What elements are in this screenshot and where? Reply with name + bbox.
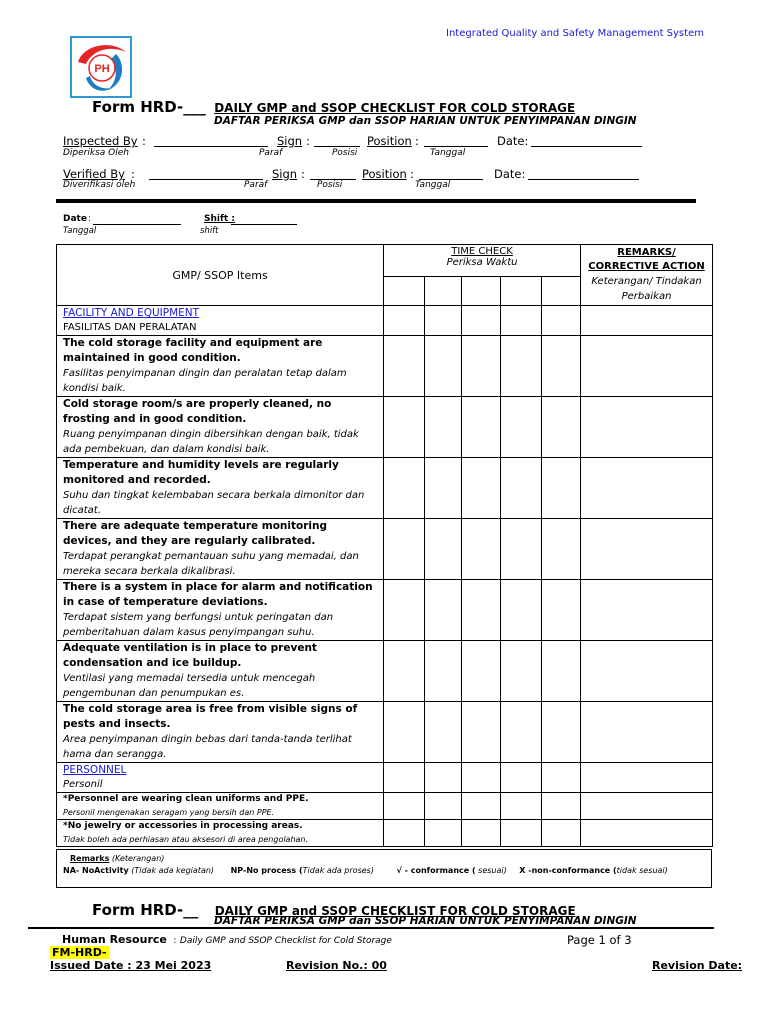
section-row-personnel bbox=[57, 763, 713, 793]
verified-sign-sub: Paraf bbox=[244, 180, 268, 190]
remarks-cell[interactable] bbox=[581, 519, 713, 580]
inspected-position-label: Position bbox=[367, 134, 412, 148]
table-row bbox=[57, 397, 713, 458]
check-cell[interactable] bbox=[425, 306, 462, 336]
check-cell[interactable] bbox=[542, 458, 581, 519]
check-cell[interactable] bbox=[425, 793, 462, 820]
time-check-header bbox=[384, 245, 581, 277]
time-slot-5[interactable] bbox=[542, 276, 581, 305]
footer-department bbox=[62, 933, 392, 946]
check-cell[interactable] bbox=[542, 519, 581, 580]
remarks-cell[interactable] bbox=[581, 580, 713, 641]
table-row bbox=[57, 793, 713, 820]
inspected-by-field[interactable] bbox=[154, 134, 268, 147]
inspected-sign-sub: Paraf bbox=[259, 148, 283, 158]
check-cell[interactable] bbox=[501, 641, 542, 702]
footer-subtitle-clip bbox=[214, 915, 637, 927]
item-en: Cold storage room/s are properly cleaned, no frosting and in good condition. bbox=[63, 398, 332, 425]
remarks-legend bbox=[56, 849, 712, 888]
section-personnel-sub: Personil bbox=[63, 779, 103, 790]
check-cell[interactable] bbox=[501, 397, 542, 458]
check-cell[interactable] bbox=[425, 397, 462, 458]
date-sub: Tanggal bbox=[63, 226, 97, 236]
remarks-cell[interactable] bbox=[581, 458, 713, 519]
check-cell[interactable] bbox=[501, 458, 542, 519]
section-row-facility bbox=[57, 306, 713, 336]
check-cell[interactable] bbox=[384, 641, 425, 702]
legend-remarks-label: Remarks bbox=[70, 854, 110, 863]
issued-date: Issued Date : 23 Mei 2023 bbox=[50, 959, 212, 972]
item-en: There is a system in place for alarm and notification in case of temperature deviations. bbox=[63, 581, 373, 608]
check-cell[interactable] bbox=[384, 458, 425, 519]
time-slot-3[interactable] bbox=[462, 276, 501, 305]
table-row bbox=[57, 641, 713, 702]
check-cell[interactable] bbox=[542, 793, 581, 820]
verified-position-label: Position bbox=[362, 167, 407, 181]
check-cell[interactable] bbox=[542, 702, 581, 763]
remarks-title: REMARKS/ CORRECTIVE ACTION bbox=[588, 247, 705, 272]
check-cell[interactable] bbox=[425, 763, 462, 793]
check-cell[interactable] bbox=[384, 763, 425, 793]
inspected-date-sub: Tanggal bbox=[430, 148, 466, 158]
remarks-cell[interactable] bbox=[581, 306, 713, 336]
item-cell bbox=[57, 702, 384, 763]
verified-date-label: Date: bbox=[494, 167, 526, 181]
inspected-sign-label: Sign bbox=[277, 134, 303, 148]
table-row bbox=[57, 336, 713, 397]
item-en: Adequate ventilation is in place to prevent condensation and ice buildup. bbox=[63, 642, 317, 669]
verified-sign-label: Sign bbox=[272, 167, 298, 181]
shift-label: Shift : bbox=[204, 214, 235, 224]
check-cell[interactable] bbox=[542, 397, 581, 458]
items-header: GMP/ SSOP Items bbox=[57, 245, 384, 306]
form-title: DAILY GMP and SSOP CHECKLIST FOR COLD STORAGE bbox=[214, 101, 576, 115]
form-code: FM-HRD- bbox=[52, 946, 107, 959]
legend-remarks-sub: (Keterangan) bbox=[111, 854, 165, 863]
item-en: There are adequate temperature monitoring devices, and they are regularly calibrated. bbox=[63, 520, 328, 547]
check-cell[interactable] bbox=[462, 336, 501, 397]
check-cell[interactable] bbox=[462, 820, 501, 847]
table-row bbox=[57, 519, 713, 580]
check-cell[interactable] bbox=[462, 458, 501, 519]
verified-sign-colon: : bbox=[301, 167, 305, 181]
check-cell[interactable] bbox=[384, 397, 425, 458]
verified-date-sub: Tanggal bbox=[415, 180, 451, 190]
check-cell[interactable] bbox=[462, 580, 501, 641]
legend-nonconformance-sub: tidak sesuai) bbox=[616, 866, 668, 875]
time-slot-4[interactable] bbox=[501, 276, 542, 305]
footer-colon: : bbox=[173, 936, 177, 946]
legend-conformance: √ - conformance ( bbox=[396, 866, 476, 875]
verified-position-field[interactable] bbox=[419, 167, 483, 180]
item-id: Tidak boleh ada perhiasan atau aksesori di area pengolahan. bbox=[63, 835, 309, 844]
item-cell bbox=[57, 641, 384, 702]
legend-title-line bbox=[70, 854, 164, 863]
shift-sub: shift bbox=[200, 226, 219, 236]
check-cell[interactable] bbox=[384, 820, 425, 847]
check-cell[interactable] bbox=[425, 336, 462, 397]
check-cell[interactable] bbox=[425, 820, 462, 847]
check-cell[interactable] bbox=[542, 306, 581, 336]
item-id: Area penyimpanan dingin bebas dari tanda-tanda terlihat hama dan serangga. bbox=[63, 734, 352, 760]
time-check-title: TIME CHECK bbox=[451, 246, 513, 257]
footer-form-label: Form HRD-__ bbox=[92, 901, 199, 919]
inspected-by-label: Inspected By bbox=[63, 134, 138, 148]
check-cell[interactable] bbox=[384, 580, 425, 641]
check-cell[interactable] bbox=[501, 519, 542, 580]
inspected-by-sub: Diperiksa Oleh bbox=[63, 148, 129, 158]
check-cell[interactable] bbox=[384, 306, 425, 336]
item-cell bbox=[57, 519, 384, 580]
footer-form-title: DAILY GMP and SSOP CHECKLIST FOR COLD STORAGE bbox=[214, 904, 576, 918]
remarks-header bbox=[581, 245, 713, 306]
date-colon: : bbox=[88, 214, 92, 224]
item-en: Temperature and humidity levels are regularly monitored and recorded. bbox=[63, 459, 339, 486]
date-label: Date bbox=[63, 214, 87, 224]
inspected-position-colon: : bbox=[415, 134, 419, 148]
time-slot-2[interactable] bbox=[425, 276, 462, 305]
time-check-sub: Periksa Waktu bbox=[446, 257, 518, 268]
date-field[interactable] bbox=[93, 213, 181, 225]
page-number: Page 1 of 3 bbox=[567, 933, 632, 947]
check-cell[interactable] bbox=[542, 763, 581, 793]
remarks-cell[interactable] bbox=[581, 336, 713, 397]
check-cell[interactable] bbox=[384, 519, 425, 580]
item-en: The cold storage area is free from visible signs of pests and insects. bbox=[63, 703, 358, 730]
verified-position-colon: : bbox=[410, 167, 414, 181]
check-cell[interactable] bbox=[462, 793, 501, 820]
inspected-sign-colon: : bbox=[306, 134, 310, 148]
remarks-cell[interactable] bbox=[581, 820, 713, 847]
check-cell[interactable] bbox=[425, 580, 462, 641]
verified-by-label: Verified By bbox=[63, 167, 125, 181]
inspected-position-field[interactable] bbox=[424, 134, 488, 147]
legend-conformance-sub: sesuai) bbox=[478, 866, 507, 875]
shift-field[interactable] bbox=[231, 213, 297, 225]
verified-sign-field[interactable] bbox=[310, 167, 356, 180]
verified-by-field[interactable] bbox=[149, 167, 263, 180]
check-cell[interactable] bbox=[384, 793, 425, 820]
legend-np-sub: Tidak ada proses) bbox=[302, 866, 374, 875]
check-cell[interactable] bbox=[501, 820, 542, 847]
check-cell[interactable] bbox=[501, 580, 542, 641]
remarks-sub: Keterangan/ Tindakan Perbaikan bbox=[591, 276, 702, 302]
item-id: Suhu dan tingkat kelembaban secara berkala dimonitor dan dicatat. bbox=[63, 490, 365, 516]
check-cell[interactable] bbox=[542, 641, 581, 702]
check-cell[interactable] bbox=[462, 702, 501, 763]
item-en: *Personnel are wearing clean uniforms and PPE. bbox=[63, 794, 309, 804]
check-cell[interactable] bbox=[542, 580, 581, 641]
verified-position-sub: Posisi bbox=[317, 180, 343, 190]
inspected-sign-field[interactable] bbox=[314, 134, 360, 147]
table-header-row bbox=[57, 245, 713, 277]
item-cell bbox=[57, 458, 384, 519]
section-facility bbox=[57, 306, 384, 336]
remarks-cell[interactable] bbox=[581, 641, 713, 702]
section-facility-title: FACILITY AND EQUIPMENT bbox=[63, 307, 200, 319]
inspected-date-label: Date: bbox=[497, 134, 529, 148]
check-cell[interactable] bbox=[384, 336, 425, 397]
check-cell[interactable] bbox=[501, 702, 542, 763]
item-id: Personil mengenakan seragam yang bersih dan PPE. bbox=[63, 808, 275, 817]
section-personnel bbox=[57, 763, 384, 793]
check-cell[interactable] bbox=[462, 397, 501, 458]
inspected-date-field[interactable] bbox=[531, 134, 642, 147]
check-cell[interactable] bbox=[384, 702, 425, 763]
footer-dept-label: Human Resource bbox=[62, 933, 167, 946]
section-personnel-title: PERSONNEL bbox=[63, 764, 127, 776]
check-cell[interactable] bbox=[425, 519, 462, 580]
inspected-colon: : bbox=[142, 134, 146, 148]
remarks-cell[interactable] bbox=[581, 397, 713, 458]
footer-subtitle: DAFTAR PERIKSA GMP dan SSOP HARIAN UNTUK PENYIMPANAN DINGIN bbox=[214, 915, 637, 927]
footer-divider bbox=[28, 927, 714, 929]
check-cell[interactable] bbox=[462, 763, 501, 793]
verified-by-sub: Diverifikasi oleh bbox=[63, 180, 136, 190]
item-id: Terdapat perangkat pemantauan suhu yang memadai, dan mereka secara berkala dikalibrasi. bbox=[63, 551, 359, 577]
revision-number: Revision No.: 00 bbox=[286, 959, 387, 972]
check-cell[interactable] bbox=[501, 793, 542, 820]
verified-date-field[interactable] bbox=[528, 167, 639, 180]
table-row bbox=[57, 458, 713, 519]
check-cell[interactable] bbox=[501, 336, 542, 397]
verified-colon: : bbox=[131, 167, 135, 181]
remarks-cell[interactable] bbox=[581, 793, 713, 820]
check-cell[interactable] bbox=[501, 763, 542, 793]
item-en: The cold storage facility and equipment are maintained in good condition. bbox=[63, 337, 323, 364]
item-cell bbox=[57, 580, 384, 641]
revision-date: Revision Date: bbox=[652, 959, 743, 972]
item-id: Fasilitas penyimpanan dingin dan peralatan tetap dalam kondisi baik. bbox=[63, 368, 347, 394]
check-cell[interactable] bbox=[425, 458, 462, 519]
legend-np: NP-No process ( bbox=[230, 866, 303, 875]
check-cell[interactable] bbox=[425, 641, 462, 702]
check-cell[interactable] bbox=[501, 306, 542, 336]
remarks-cell[interactable] bbox=[581, 702, 713, 763]
legend-codes-line bbox=[63, 866, 668, 875]
form-subtitle: DAFTAR PERIKSA GMP dan SSOP HARIAN UNTUK PENYIMPANAN DINGIN bbox=[214, 115, 637, 127]
item-id: Terdapat sistem yang berfungsi untuk peringatan dan pemberitahuan dalam kasus penyimpangan suhu. bbox=[63, 612, 334, 638]
item-cell bbox=[57, 397, 384, 458]
legend-na-sub: (Tidak ada kegiatan) bbox=[131, 866, 215, 875]
table-row bbox=[57, 580, 713, 641]
item-cell bbox=[57, 820, 384, 847]
section-facility-sub: FASILITAS DAN PERALATAN bbox=[63, 322, 197, 333]
item-en: *No jewelry or accessories in processing areas. bbox=[63, 821, 303, 831]
footer-doc-name: Daily GMP and SSOP Checklist for Cold Storage bbox=[179, 936, 392, 946]
item-cell bbox=[57, 336, 384, 397]
system-title: Integrated Quality and Safety Management System bbox=[446, 28, 704, 39]
table-row bbox=[57, 820, 713, 847]
remarks-cell[interactable] bbox=[581, 763, 713, 793]
inspected-position-sub: Posisi bbox=[332, 148, 358, 158]
company-logo bbox=[70, 36, 132, 98]
check-cell[interactable] bbox=[542, 336, 581, 397]
check-cell[interactable] bbox=[462, 306, 501, 336]
item-cell bbox=[57, 793, 384, 820]
logo-graphic bbox=[72, 38, 130, 96]
logo-text: PH bbox=[94, 63, 110, 75]
table-row bbox=[57, 702, 713, 763]
check-cell[interactable] bbox=[462, 519, 501, 580]
legend-na: NA- NoActivity bbox=[63, 866, 129, 875]
form-title-line bbox=[92, 98, 575, 116]
header-divider bbox=[56, 199, 696, 203]
legend-nonconformance: X -non-conformance ( bbox=[519, 866, 617, 875]
time-slot-1[interactable] bbox=[384, 276, 425, 305]
check-cell[interactable] bbox=[425, 702, 462, 763]
item-id: Ruang penyimpanan dingin dibersihkan dengan baik, tidak ada pembekuan, dan dalam kondisi baik. bbox=[63, 429, 359, 455]
checklist-table bbox=[56, 244, 713, 847]
check-cell[interactable] bbox=[462, 641, 501, 702]
form-label: Form HRD-___ bbox=[92, 98, 206, 116]
item-id: Ventilasi yang memadai tersedia untuk mencegah pengembunan dan penumpukan es. bbox=[63, 673, 316, 699]
check-cell[interactable] bbox=[542, 820, 581, 847]
